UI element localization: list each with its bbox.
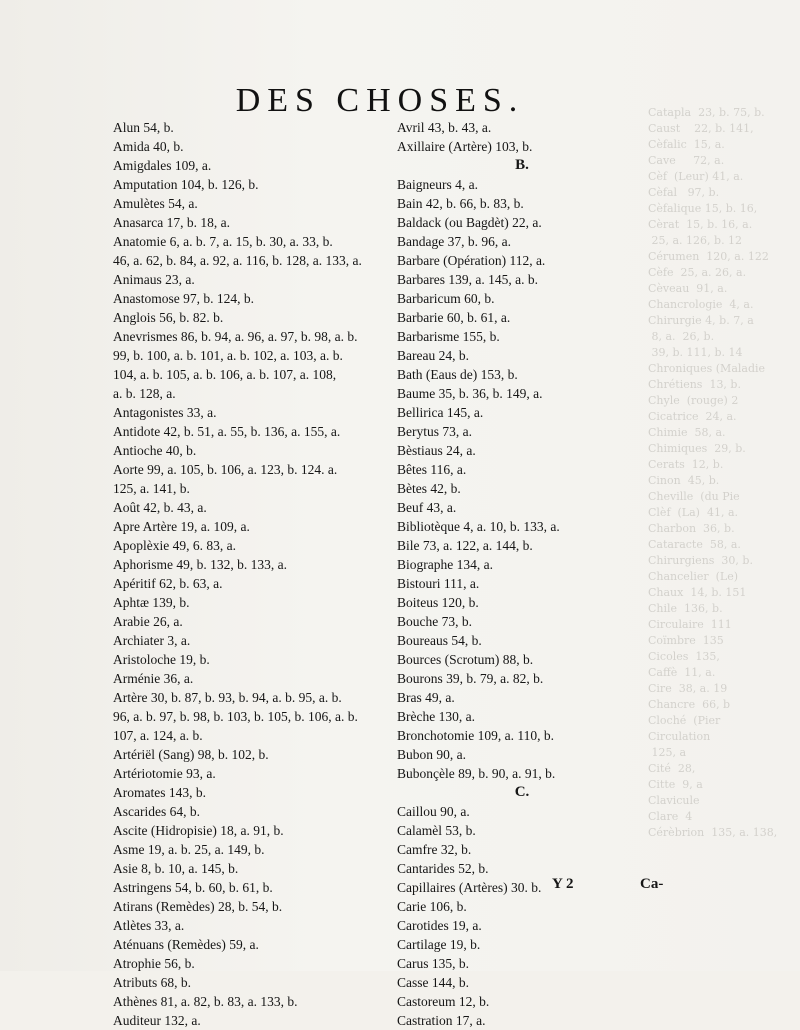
index-entry: 125, a. 141, b. (113, 481, 190, 496)
index-entry: Anglois 56, b. 82. b. (113, 310, 224, 325)
index-entry: Cantarides 52, b. (397, 861, 489, 876)
index-entry: Bèstiaus 24, a. (397, 443, 476, 458)
index-entry: Amputation 104, b. 126, b. (113, 177, 259, 192)
index-entry: Carotides 19, a. (397, 918, 482, 933)
index-entry: Baigneurs 4, a. (397, 177, 478, 192)
index-entry: Artère 30, b. 87, b. 93, b. 94, a. b. 95, a. b. (113, 690, 342, 705)
index-entry: Bandage 37, b. 96, a. (397, 234, 511, 249)
index-entry: Camfre 32, b. (397, 842, 472, 857)
index-entry: Août 42, b. 43, a. (113, 500, 207, 515)
index-entry: Anevrismes 86, b. 94, a. 96, a. 97, b. 98, a. b. (113, 329, 358, 344)
index-entry: Artériotomie 93, a. (113, 766, 216, 781)
index-entry: Alun 54, b. (113, 120, 174, 135)
index-entry: Cartilage 19, b. (397, 937, 481, 952)
index-entry: Capillaires (Artères) 30. b. (397, 880, 542, 895)
index-entry: Aromates 143, b. (113, 785, 206, 800)
index-entry: Amulètes 54, a. (113, 196, 198, 211)
index-entry: 99, b. 100, a. b. 101, a. b. 102, a. 103, a. b. (113, 348, 343, 363)
index-entry: Amigdales 109, a. (113, 158, 212, 173)
index-entry: a. b. 128, a. (113, 386, 176, 401)
index-entry: Antagonistes 33, a. (113, 405, 217, 420)
signature-mark: Y 2 (552, 876, 574, 892)
index-entry: Archiater 3, a. (113, 633, 191, 648)
index-entry: Barbaricum 60, b. (397, 291, 495, 306)
index-entry: Ascarides 64, b. (113, 804, 200, 819)
index-entry: Berytus 73, a. (397, 424, 472, 439)
index-entry: Anasarca 17, b. 18, a. (113, 215, 230, 230)
index-entry: Antidote 42, b. 51, a. 55, b. 136, a. 155, a. (113, 424, 341, 439)
index-entry: Bibliotèque 4, a. 10, b. 133, a. (397, 519, 560, 534)
index-entry: Asme 19, a. b. 25, a. 149, b. (113, 842, 265, 857)
index-entry: 107, a. 124, a. b. (113, 728, 203, 743)
index-entry: 96, a. b. 97, b. 98, b. 103, b. 105, b. 106, a. b. (113, 709, 358, 724)
index-entry: Arabie 26, a. (113, 614, 183, 629)
index-column-right (397, 118, 677, 1030)
index-entry: Castoreum 12, b. (397, 994, 490, 1009)
index-entry: Casse 144, b. (397, 975, 469, 990)
letter-heading: C. (514, 784, 530, 800)
index-entry: Artériël (Sang) 98, b. 102, b. (113, 747, 269, 762)
index-entry: Beuf 43, a. (397, 500, 457, 515)
index-entry: Apéritif 62, b. 63, a. (113, 576, 223, 591)
index-entry: 46, a. 62, b. 84, a. 92, a. 116, b. 128, a. 133, a. (113, 253, 362, 268)
index-entry: Bouche 73, b. (397, 614, 472, 629)
index-entry: Apoplèxie 49, 6. 83, a. (113, 538, 236, 553)
catchword: Ca- (640, 876, 664, 892)
index-entry: Baume 35, b. 36, b. 149, a. (397, 386, 543, 401)
index-entry: Atlètes 33, a. (113, 918, 185, 933)
index-entry: Apre Artère 19, a. 109, a. (113, 519, 250, 534)
index-entry: Brèche 130, a. (397, 709, 475, 724)
index-entry: Boiteus 120, b. (397, 595, 479, 610)
index-entry: Bras 49, a. (397, 690, 455, 705)
index-entry: Barbare (Opération) 112, a. (397, 253, 546, 268)
index-entry: Astringens 54, b. 60, b. 61, b. (113, 880, 273, 895)
index-entry: Avril 43, b. 43, a. (397, 120, 492, 135)
index-entry: Animaus 23, a. (113, 272, 195, 287)
index-entry: Carie 106, b. (397, 899, 467, 914)
index-entry: Barbares 139, a. 145, a. b. (397, 272, 538, 287)
index-entry: Baldack (ou Bagdèt) 22, a. (397, 215, 542, 230)
index-entry: Arménie 36, a. (113, 671, 194, 686)
index-entry: Atributs 68, b. (113, 975, 192, 990)
index-entry: Antioche 40, b. (113, 443, 197, 458)
index-entry: 104, a. b. 105, a. b. 106, a. b. 107, a. 108, (113, 367, 337, 382)
index-entry: Bath (Eaus de) 153, b. (397, 367, 518, 382)
index-entry: Bistouri 111, a. (397, 576, 480, 591)
index-entry: Bubonçèle 89, b. 90, a. 91, b. (397, 766, 556, 781)
index-entry: Carus 135, b. (397, 956, 469, 971)
index-entry: Atrophie 56, b. (113, 956, 195, 971)
index-entry: Biographe 134, a. (397, 557, 493, 572)
index-entry: Barbarie 60, b. 61, a. (397, 310, 511, 325)
index-entry: Axillaire (Artère) 103, b. (397, 139, 533, 154)
index-entry: Atirans (Remèdes) 28, b. 54, b. (113, 899, 283, 914)
index-entry: Athènes 81, a. 82, b. 83, a. 133, b. (113, 994, 298, 1009)
index-entry: Bourons 39, b. 79, a. 82, b. (397, 671, 544, 686)
letter-heading: B. (515, 157, 529, 173)
index-entry: Aorte 99, a. 105, b. 106, a. 123, b. 124. a. (113, 462, 338, 477)
index-entry: Bronchotomie 109, a. 110, b. (397, 728, 554, 743)
index-entry: Caillou 90, a. (397, 804, 470, 819)
index-entry: Bubon 90, a. (397, 747, 466, 762)
index-entry: Bêtes 116, a. (397, 462, 467, 477)
index-entry: Bellirica 145, a. (397, 405, 484, 420)
show-through-text: Catapla 23, b. 75, b. Caust 22, b. 141, Cèfalic 15, a. Cave 72, a. Cèf (Leur) 41, a. Cèfal 97, b. Cèfalique 15, b. 16, Cèrat 15, b. 16, a. 25, a. 126, b. 12 Cérumen 120, a. 122 Cèfe 25, a. 26, a. Cèveau 91, a. Chancrologie 4, a. Chirurgie 4, b. 7, a 8, a. 26, b. 39, b. 111, b. 14 Chroniques (Maladie Chrétiens 13, b. Chyle (rouge) 2 Cicatrice 24, a. Chimie 58, a. Chimiques 29, b. Cerats 12, b. Cinon 45, b. Cheville (du Pie Clèf (La) 41, a. Charbon 36, b. Cataracte 58, a. Chirurgiens 30, b. Chancelier (Le) Chaux 14, b. 151 Chile 136, b. Circulaire 111 Coïmbre 135 Cicoles 135, Caffè 11, a. Cire 38, a. 19 Chancre 66, b Cloché (Pier Circulation 125, a Cité 28, Citte 9, a Clavicule Clare 4 Cérèbrion 135, a. 138, (648, 106, 778, 839)
index-entry: Asie 8, b. 10, a. 145, b. (113, 861, 239, 876)
index-entry: Bile 73, a. 122, a. 144, b. (397, 538, 533, 553)
index-entry: Bètes 42, b. (397, 481, 461, 496)
index-entry: Anastomose 97, b. 124, b. (113, 291, 254, 306)
index-entry: Auditeur 132, a. (113, 1013, 201, 1028)
index-entry: Aténuans (Remèdes) 59, a. (113, 937, 259, 952)
index-entry: Anatomie 6, a. b. 7, a. 15, b. 30, a. 33, b. (113, 234, 333, 249)
index-entry: Aphorisme 49, b. 132, b. 133, a. (113, 557, 287, 572)
index-entry: Bareau 24, b. (397, 348, 469, 363)
index-entry: Calamèl 53, b. (397, 823, 476, 838)
index-entry: Ascite (Hidropisie) 18, a. 91, b. (113, 823, 284, 838)
index-entry: Aristoloche 19, b. (113, 652, 210, 667)
index-column-left (113, 118, 393, 1030)
index-entry: Bain 42, b. 66, b. 83, b. (397, 196, 524, 211)
page-title: DES CHOSES. (235, 82, 525, 119)
index-entry: Bources (Scrotum) 88, b. (397, 652, 534, 667)
index-entry: Barbarisme 155, b. (397, 329, 500, 344)
index-entry: Amida 40, b. (113, 139, 184, 154)
index-entry: Boureaus 54, b. (397, 633, 482, 648)
index-entry: Castration 17, a. (397, 1013, 486, 1028)
index-entry: Aphtæ 139, b. (113, 595, 190, 610)
